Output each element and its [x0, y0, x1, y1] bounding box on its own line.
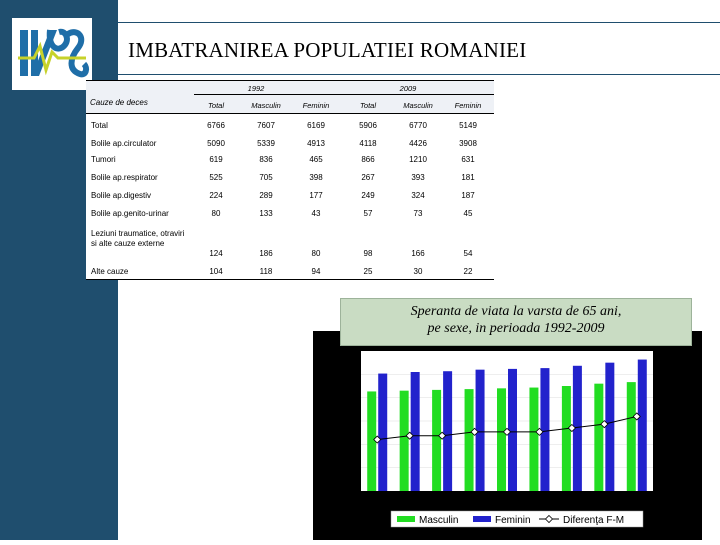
table-cell: 118: [259, 267, 273, 276]
row-label: Bolile ap.genito-urinar: [91, 209, 169, 218]
bar-masculin: [497, 388, 506, 491]
table-cell: 98: [363, 249, 373, 258]
table-cell: 866: [361, 155, 375, 164]
legend-label-diferenta: Diferenţa F-M: [563, 515, 625, 526]
bar-feminin: [540, 368, 549, 491]
row-label: Tumori: [91, 155, 116, 164]
legend-swatch-feminin: [473, 516, 491, 522]
row-label: Bolile ap.respirator: [91, 173, 158, 182]
table-cell: 324: [411, 191, 425, 200]
table-cell: 4913: [307, 139, 325, 148]
table-cell: 5090: [207, 139, 225, 148]
mortality-table: [86, 80, 494, 280]
table-cell: 6169: [307, 121, 325, 130]
table-cell: 3908: [459, 139, 477, 148]
table-cell: 465: [309, 155, 323, 164]
table-cell: 181: [461, 173, 475, 182]
table-cell: 124: [209, 249, 223, 258]
table-top-line: [86, 80, 494, 81]
legend-swatch-masculin: [397, 516, 415, 522]
bar-masculin: [400, 391, 409, 491]
table-cell: 186: [259, 249, 273, 258]
table-cell: 80: [311, 249, 321, 258]
row-label: Bolile ap.digestiv: [91, 191, 152, 200]
title-rule: [118, 74, 720, 75]
table-cell: 4118: [359, 139, 377, 148]
group-underline: [194, 94, 494, 95]
table-cell: 7607: [257, 121, 275, 130]
bar-feminin: [378, 374, 387, 491]
table-bottom-line: [86, 279, 494, 280]
table-cell: 5906: [359, 121, 377, 130]
table-cell: 289: [259, 191, 273, 200]
group-header-2009: 2009: [399, 84, 417, 93]
row-label: Bolile ap.circulator: [91, 139, 157, 148]
header-bottom-line: [86, 113, 494, 114]
table-cell: 398: [309, 173, 323, 182]
table-cell: 30: [413, 267, 423, 276]
group-header-1992: 1992: [247, 84, 265, 93]
table-cell: 94: [311, 267, 321, 276]
legend-label-masculin: Masculin: [419, 515, 459, 526]
table-cell: 836: [259, 155, 273, 164]
table-cell: 54: [463, 249, 473, 258]
column-header: Masculin: [251, 101, 281, 110]
column-header: Feminin: [454, 101, 482, 110]
table-cell: 705: [259, 173, 273, 182]
column-header: Total: [360, 101, 376, 110]
table-cell: 187: [461, 191, 475, 200]
table-cell: 224: [209, 191, 223, 200]
table-cell: 267: [361, 173, 375, 182]
bar-feminin: [638, 360, 647, 491]
bar-feminin: [605, 363, 614, 491]
bar-feminin: [443, 371, 452, 491]
bar-masculin: [594, 384, 603, 491]
table-cell: 6766: [207, 121, 225, 130]
chart-title-box: [340, 298, 692, 346]
table-cell: 25: [363, 267, 373, 276]
table-cell: 104: [209, 267, 223, 276]
chart-title: [341, 303, 691, 337]
table-cell: 73: [413, 209, 423, 218]
table-cell: 249: [361, 191, 375, 200]
table-cell: 177: [309, 191, 323, 200]
chart-title-line-2: pe sexe, in perioada 1992-2009: [427, 321, 605, 336]
bar-masculin: [529, 388, 538, 491]
column-header: Feminin: [302, 101, 330, 110]
table-cell: 525: [209, 173, 223, 182]
table-cell: 4426: [409, 139, 427, 148]
ins-logo-icon: [12, 18, 92, 90]
top-rule: [118, 22, 720, 23]
chart-title-line-1: Speranta de viata la varsta de 65 ani,: [410, 304, 622, 319]
table-cell: 5339: [257, 139, 275, 148]
bar-feminin: [508, 369, 517, 491]
table-cell: 80: [211, 209, 221, 218]
table-cell: 1210: [409, 155, 427, 164]
table-cell: 22: [463, 267, 473, 276]
table-cell: 166: [411, 249, 425, 258]
table-cell: 5149: [459, 121, 477, 130]
bar-masculin: [465, 389, 474, 491]
table-cell: 619: [209, 155, 223, 164]
table-cell: 57: [363, 209, 373, 218]
legend-label-feminin: Feminin: [495, 515, 531, 526]
table-cell: 6770: [409, 121, 427, 130]
bar-masculin: [562, 386, 571, 491]
table-cell: 43: [311, 209, 321, 218]
bar-masculin: [432, 390, 441, 491]
column-header: Masculin: [403, 101, 433, 110]
row-label: Leziuni traumatice, otraviri si alte cauze externe: [91, 229, 185, 248]
row-header-label: Cauze de deces: [90, 98, 148, 107]
page-title: IMBATRANIREA POPULATIEI ROMANIEI: [128, 38, 527, 62]
row-label: Alte cauze: [91, 267, 129, 276]
column-header: Total: [208, 101, 224, 110]
bar-masculin: [627, 382, 636, 491]
table-cell: 631: [461, 155, 475, 164]
table-cell: 45: [463, 209, 473, 218]
row-label: Total: [91, 121, 108, 130]
table-cell: 393: [411, 173, 425, 182]
chart-frame: [313, 331, 702, 540]
bar-feminin: [411, 372, 420, 491]
table-cell: 133: [259, 209, 273, 218]
ins-logo: [12, 18, 92, 90]
life-expectancy-chart: [313, 331, 702, 540]
